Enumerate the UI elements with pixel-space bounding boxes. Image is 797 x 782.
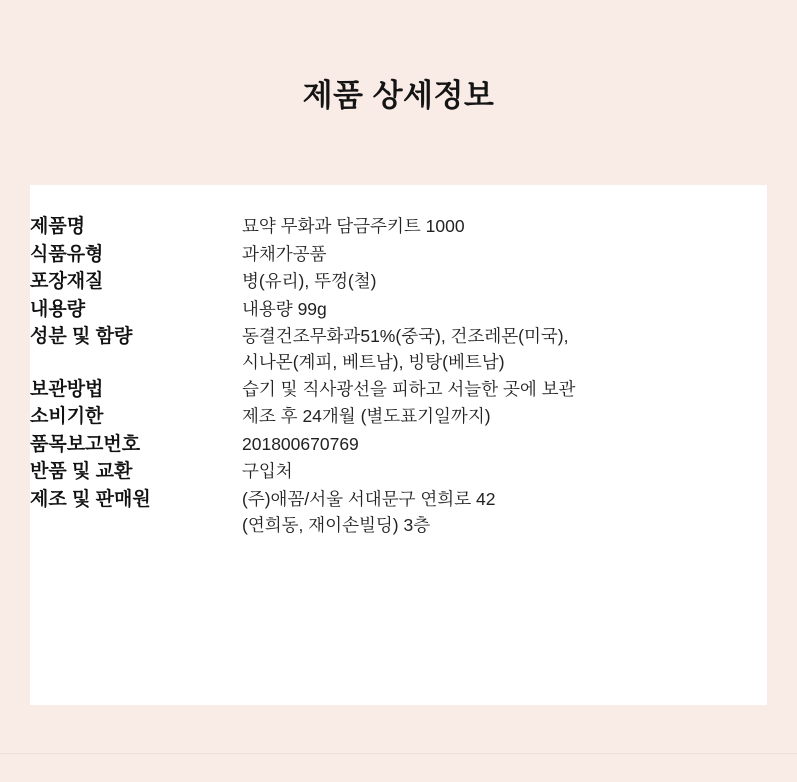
table-row: [30, 241, 767, 269]
spec-value: [242, 241, 767, 269]
spec-value-line: 병(유리), 뚜껑(철): [242, 271, 377, 292]
spec-value: [242, 486, 767, 539]
spec-value-line: 내용량 99g: [242, 298, 327, 319]
table-row: [30, 323, 767, 376]
spec-card: [30, 185, 767, 705]
spec-value: [242, 296, 767, 324]
spec-value-line: 습기 및 직사광선을 피하고 서늘한 곳에 보관: [242, 378, 576, 399]
spec-label: 보관방법: [30, 378, 104, 400]
spec-label: 포장재질: [30, 271, 104, 293]
spec-label: 소비기한: [30, 406, 104, 428]
spec-value: [242, 268, 767, 296]
table-row: [30, 213, 767, 241]
spec-value-line: 묘약 무화과 담금주키트 1000: [242, 216, 465, 236]
table-row: [30, 376, 767, 404]
table-row: [30, 296, 767, 324]
spec-value-line: (연희동, 재이손빌딩) 3층: [242, 515, 431, 536]
table-row: [30, 268, 767, 296]
table-row: [30, 458, 767, 486]
spec-label: 제품명: [30, 216, 86, 237]
table-row: [30, 486, 767, 539]
spec-value-line: 시나몬(계피, 베트남), 빙탕(베트남): [242, 352, 505, 373]
spec-value-line: 제조 후 24개월 (별도표기일까지): [242, 406, 491, 427]
spec-label: 품목보고번호: [30, 433, 141, 455]
page-title: 제품 상세정보: [302, 78, 495, 113]
spec-value: [242, 403, 767, 431]
table-row: [30, 431, 767, 459]
spec-value-line: 과채가공품: [242, 243, 327, 264]
spec-value: [242, 376, 767, 404]
spec-value: [242, 431, 767, 459]
spec-label: 식품유형: [30, 243, 104, 265]
spec-value: [242, 213, 767, 241]
spec-label: 내용량: [30, 298, 86, 320]
spec-table: [30, 213, 767, 538]
spec-value-line: 구입처: [242, 461, 293, 482]
spec-label: 반품 및 교환: [30, 461, 133, 483]
spec-value: [242, 323, 767, 376]
spec-label: 성분 및 함량: [30, 326, 133, 348]
spec-value-line: 201800670769: [242, 433, 359, 454]
spec-value-line: (주)애꼼/서울 서대문구 연희로 42: [242, 488, 496, 509]
spec-label: 제조 및 판매원: [30, 488, 151, 510]
spec-value-line: 동결건조무화과51%(중국), 건조레몬(미국),: [242, 326, 569, 347]
footer-divider: [0, 753, 797, 754]
spec-value: [242, 458, 767, 486]
table-row: [30, 403, 767, 431]
